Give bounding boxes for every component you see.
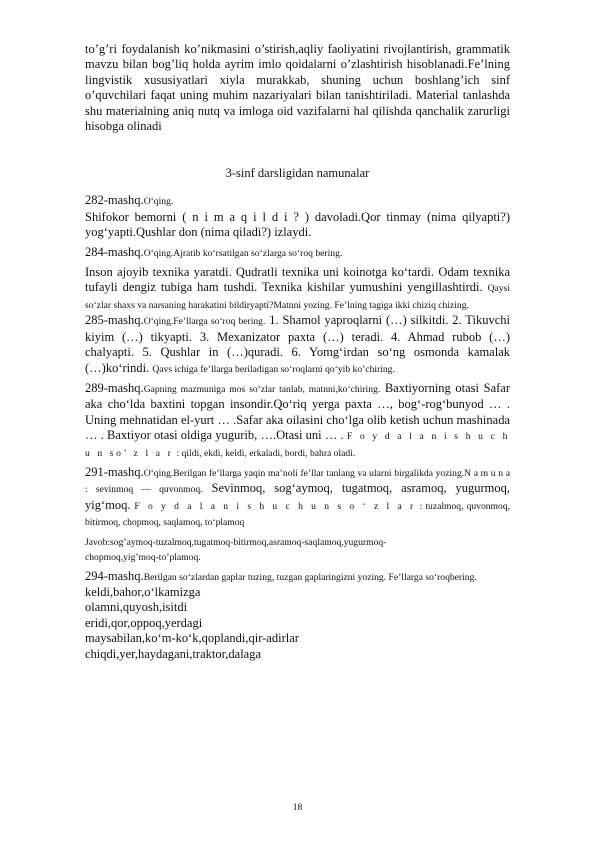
answer-block [85,535,510,565]
exercise-289-text: Baxtiyorning otasi Safar aka cho‘lda baxtini topgan insondir.Qo‘riq yerga paxta …, bog‘-rog‘bunyod … . Uning mehnatidan el-yurt … .Safar aka oilasini cho‘lga olib ketish uchun mashinada … . Baxtiyor otasi oldiga yugurib, ….Otasi uni … . [85,380,510,443]
exercise-289-instruction: Gapning mazmuniga mos so‘zlar tanlab, matnni,ko‘chiring. [143,383,381,395]
exercise-285-text: 1. Shamol yaproqlarni (…) silkitdi. 2. Tikuvchi kiyim (…) tikyapti. 3. Mexanizator paxta (…) teradi. 4. Ahmad rubob (…) chalyapti. 5. Qushlar in (…)quradi. 6. Yomg‘irdan so‘ng osmonda kamalak (…)ko‘rindi. [85,313,510,375]
exercise-285 [85,313,510,377]
exercise-284-body [85,265,510,313]
exercise-289-words-heading: F o y d a l a n i s h u c h u n so’ z l a r [85,431,510,459]
exercise-285-label: 285-mashq. [85,313,144,328]
exercise-285-task: Qavs ichiga fe’llarga beriladigan so‘roqlarni qo‘yib ko’chiring. [152,363,395,375]
exercise-284-label: 284-mashq. [85,244,144,259]
exercise-294-instruction: Berilgan so‘zlardan gaplar tuzing, tuzgan gaplaringizni yozing. Fe’llarga so‘roqbering. [143,571,477,583]
exercise-284-task: Qaysi so‘zlar shaxs va narsaning harakatini bildiryapti?Matnni yozing. Fe’lning tagiga ikki chiziq chizing. [85,283,511,311]
exercise-291-words-heading: F o y d a l a n i s h u c h u n s o ‘ z l a r [134,500,416,512]
exercise-291-words: : tuzalmoq, quvonmoq, bitirmoq, chopmoq, saqlamoq, to‘plamoq [85,500,511,529]
exercise-294 [85,569,510,585]
exercise-289 [85,381,510,461]
exercise-289-words: : qildi, ekdi, keldi, erkaladi, bordi, bahra oladi. [176,447,356,459]
list-item: olamni,quyosh,isitdi [85,600,188,615]
exercise-285-instruction: O‘qing.Fe’llarga so‘roq bering. [143,316,266,328]
exercise-289-label: 289-mashq. [85,380,144,395]
list-item: keldi,bahor,o‘lkamizga [85,584,201,599]
exercise-294-label: 294-mashq. [85,568,144,583]
exercise-291 [85,465,510,531]
intro-paragraph: to’g’ri foydalanish ko’nikmasini o’stirish,aqliy faoliyatini rivojlantirish, grammatik mavzu bilan bog’liq holda ayrim imlo qoidalarni o’zlashtirish hisoblanadi.Fe’lning lingvistik xususiyatlari xiyla murakkab, shuning uchun boshlang’ich sinf o’quvchilari faqat uning muhim nazariyalari bilan tanishtiriladi. Material tanlashda shu materialning aniq nutq va imloga oid vazifalarni hal qilishda qanchalik zarurligi hisobga olinadi [85,42,510,134]
answer-line-1: Javob:sog’aymoq-tuzalmoq,tugatmoq-bitirmoq,asramoq-saqlamoq,yugurmoq- [85,536,387,548]
answer-line-2: chopmoq,yig’moq-to’plamoq. [85,551,201,563]
exercise-284 [85,245,510,261]
exercise-291-label: 291-mashq. [85,464,144,479]
exercise-284-instruction: O‘qing.Ajratib ko‘rsatilgan so‘zlarga so‘roq bering. [143,247,343,259]
exercise-282-label: 282-mashq. [85,193,144,208]
list-item: eridi,qor,oppoq,yerdagi [85,615,203,630]
exercise-291-text: Sevinmoq, sog‘aymoq, tugatmoq, asramoq, yugurmoq, yig‘moq. [85,481,511,512]
document-page [85,42,510,662]
exercise-282-instruction: O‘qing. [143,196,174,208]
section-title: 3-sinf darsligidan namunalar [225,166,370,181]
exercise-291-instruction: O‘qing.Berilgan fe’llarga yaqin ma’noli fe’llar tanlang va ularni birgalikda yozing.N a m u n a : sevinmoq — quvonmoq. [85,467,510,496]
exercise-282-text: Shifokor bemorni ( n i m a q i l d i ? ) davoladi.Qor tinmay (nima qilyapti?) yog‘yapti.Qushlar don (nima qiladi?) izlaydi. [85,209,510,240]
list-item: chiqdi,yer,haydagani,traktor,dalaga [85,646,262,661]
exercise-294-word-list [85,585,510,662]
list-item: maysabilan,ko‘m-ko‘k,qoplandi,qir-adirlar [85,631,299,646]
exercise-284-text: Inson ajoyib texnika yaratdi. Qudratli texnika uni koinotga ko‘tardi. Odam texnika tufayli dengiz tubiga ham tushdi. Texnika kishilar yumushini yengillashtirdi. [85,265,510,295]
page-number: 18 [292,803,303,813]
exercise-282 [85,193,510,240]
